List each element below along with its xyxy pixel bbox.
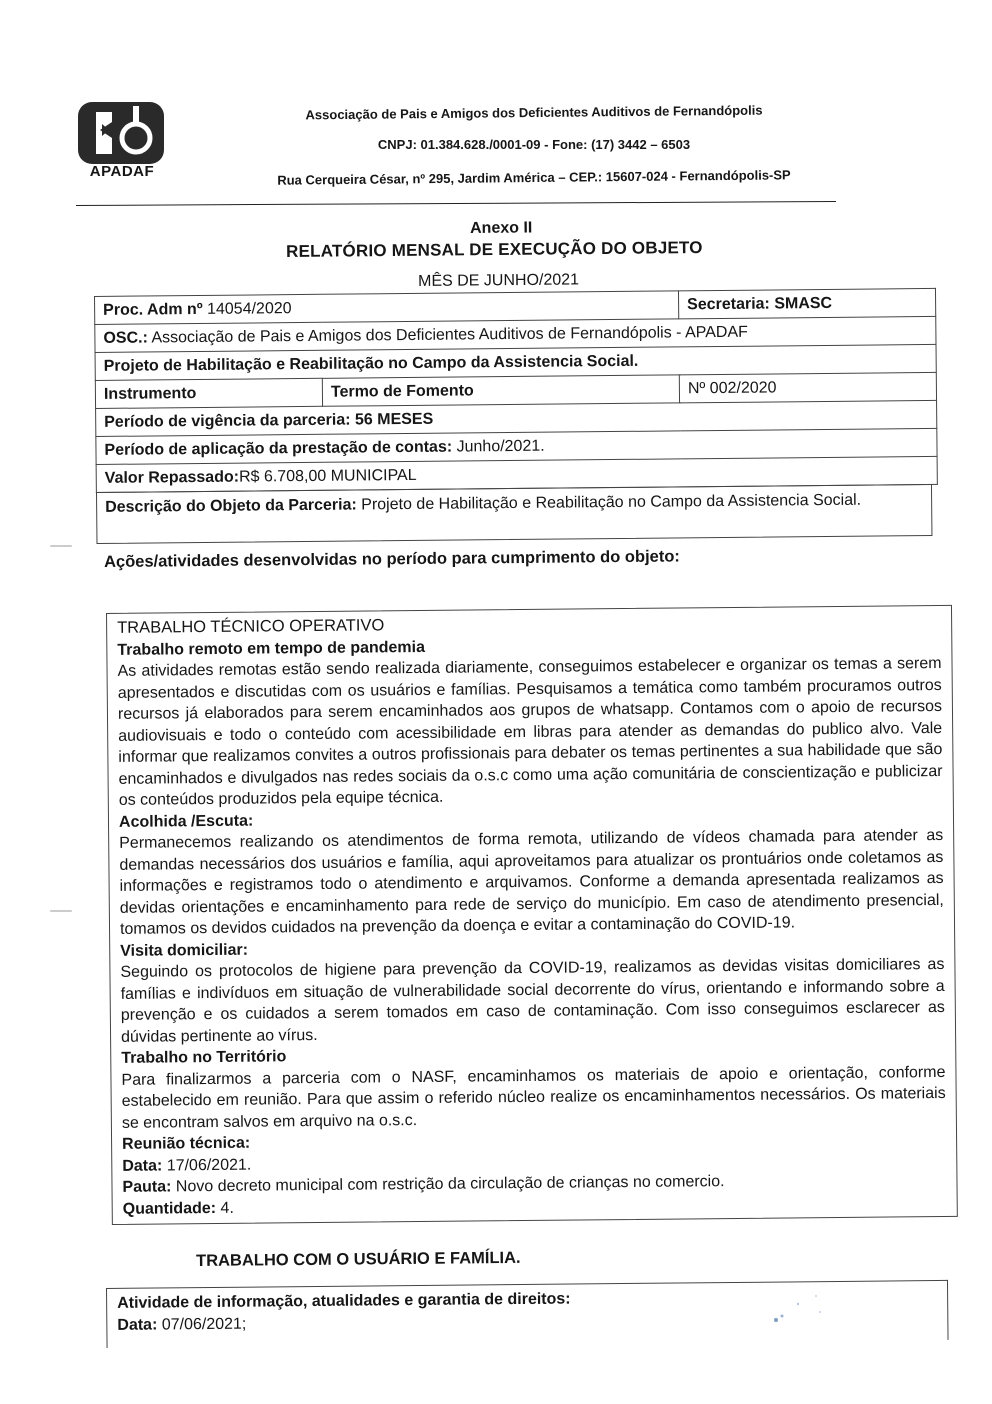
visita-text: Seguindo os protocolos de higiene para prevenção da COVID-19, realizamos as devidas visitas domiciliares as famílias e indivíduos em situação de vulnerabilidade social decorrente do vírus, orientando e informando sobre a prevenção e os cuidados a serem tomados em caso de contaminação. Com isso conseguimos esclarecer as dúvidas pertinente ao vírus. (120, 955, 945, 1046)
quantidade-value: 4. (215, 1199, 234, 1217)
numero-cell: Nº 002/2020 (679, 372, 936, 402)
data-label: Data: (117, 1316, 158, 1334)
aplicacao-label: Período de aplicação da prestação de contas: (104, 438, 453, 459)
atividade-heading: Atividade de informação, atualidades e garantia de direitos: (117, 1290, 571, 1312)
remoto-heading: Trabalho remoto em tempo de pandemia (117, 638, 426, 659)
territorio-text: Para finalizarmos a parceria com o NASF, encaminhamos os materiais de apoio e orientação, conforme estabelecido em reunião. Para que assim o referido núcleo realize os encaminhamentos necessários. Os materiais se encontram salvos em arquivo na o.s.c. (121, 1063, 946, 1132)
osc-value: Associação de Pais e Amigos dos Deficientes Auditivos de Fernandópolis - APADAF (147, 323, 748, 346)
acolhida-text: Permanecemos realizando os atendimentos de forma remota, utilizando de vídeos chamada para atender as demandas necessários dos usuários e família, aqui aproveitamos para atualizar os prontuários onde coletamos as informações e registramos todo o atendimento e arquivamos. Conforme a demanda apresentada realizamos as devidas orientações e encaminhamento para rede de serviço do município. Em caso de atendimento presencial, tomamos os devidos cuidados na prevenção da doença e evitar a contaminação do COVID-19. (119, 826, 944, 938)
org-name: Associação de Pais e Amigos dos Deficientes Auditivos de Fernandópolis (305, 102, 763, 123)
pauta-value: Novo decreto municipal com restrição da circulação de crianças no comercio. (171, 1173, 725, 1196)
proc-value: 14054/2020 (202, 299, 292, 318)
territorio-heading: Trabalho no Território (121, 1048, 287, 1067)
logo-text: APADAF (89, 163, 155, 180)
visita-heading: Visita domiciliar: (120, 941, 249, 960)
section-heading: TRABALHO TÉCNICO OPERATIVO (117, 616, 385, 637)
acoes-heading: Ações/atividades desenvolvidas no período para cumprimento do objeto: (104, 547, 680, 571)
technical-work-section (106, 605, 958, 1225)
instrumento-value: Termo de Fomento (322, 375, 679, 406)
report-title: RELATÓRIO MENSAL DE EXECUÇÃO DO OBJETO (286, 238, 703, 261)
acolhida-heading: Acolhida /Escuta: (118, 812, 254, 831)
scan-mark (50, 910, 72, 912)
valor-value: R$ 6.708,00 MUNICIPAL (238, 466, 417, 486)
data-label: Data: (122, 1156, 163, 1175)
remoto-text: As atividades remotas estão sendo realizada diariamente, conseguimos estabelecer e organizar os temas a serem apresentados e discutidas com os usuários e famílias. Pesquisamos a temática como também procuramos outros recursos já elaborados para serem encaminhados aos grupos de whatsapp. Contamos com o apoio de recursos audiovisuais e todo o conteúdo com acessibilidade em libras para atender as demandas do publico alvo. Vale informar que realizamos convites a outros profissionais para debater os temas pertinentes a sua habilidade que são encaminhados e divulgados nas redes sociais da o.s.c como uma ação comunitária de conscientização e publicizar os conteúdos produzidos pela equipe técnica. (117, 654, 943, 809)
report-month: MÊS DE JUNHO/2021 (418, 271, 580, 290)
process-info-table (94, 288, 938, 493)
anexo-label: Anexo II (470, 219, 533, 237)
valor-label: Valor Repassado: (104, 468, 240, 487)
scan-mark (50, 545, 72, 547)
address: Rua Cerqueira César, nº 295, Jardim América – CEP.: 15607-024 - Fernandópolis-SP (277, 167, 791, 188)
header-divider (76, 201, 836, 206)
quantidade-label: Quantidade: (122, 1199, 217, 1218)
osc-label: OSC.: (103, 328, 148, 347)
secretaria-cell: Secretaria: SMASC (678, 288, 935, 318)
projeto-cell: Projeto de Habilitação e Reabilitação no Campo da Assistencia Social. (95, 344, 936, 380)
aplicacao-value: Junho/2021. (452, 437, 545, 456)
descricao-value: Projeto de Habilitação e Reabilitação no Campo da Assistencia Social. (356, 491, 862, 514)
descricao-label: Descrição do Objeto da Parceria: (105, 496, 357, 516)
vigencia-cell: Período de vigência da parceria: 56 MESES (96, 400, 937, 436)
cnpj-phone: CNPJ: 01.384.628./0001-09 - Fone: (17) 3442 – 6503 (377, 137, 691, 152)
object-description (96, 484, 932, 544)
reuniao-heading: Reunião técnica: (122, 1134, 251, 1153)
data-value: 17/06/2021. (162, 1156, 252, 1174)
proc-label: Proc. Adm nº (103, 300, 203, 319)
pauta-label: Pauta: (122, 1178, 172, 1196)
data-value: 07/06/2021; (157, 1315, 247, 1334)
stamp-fragment (768, 1290, 828, 1330)
usuario-familia-heading: TRABALHO COM O USUÁRIO E FAMÍLIA. (196, 1248, 521, 1270)
instrumento-label: Instrumento (95, 378, 322, 408)
